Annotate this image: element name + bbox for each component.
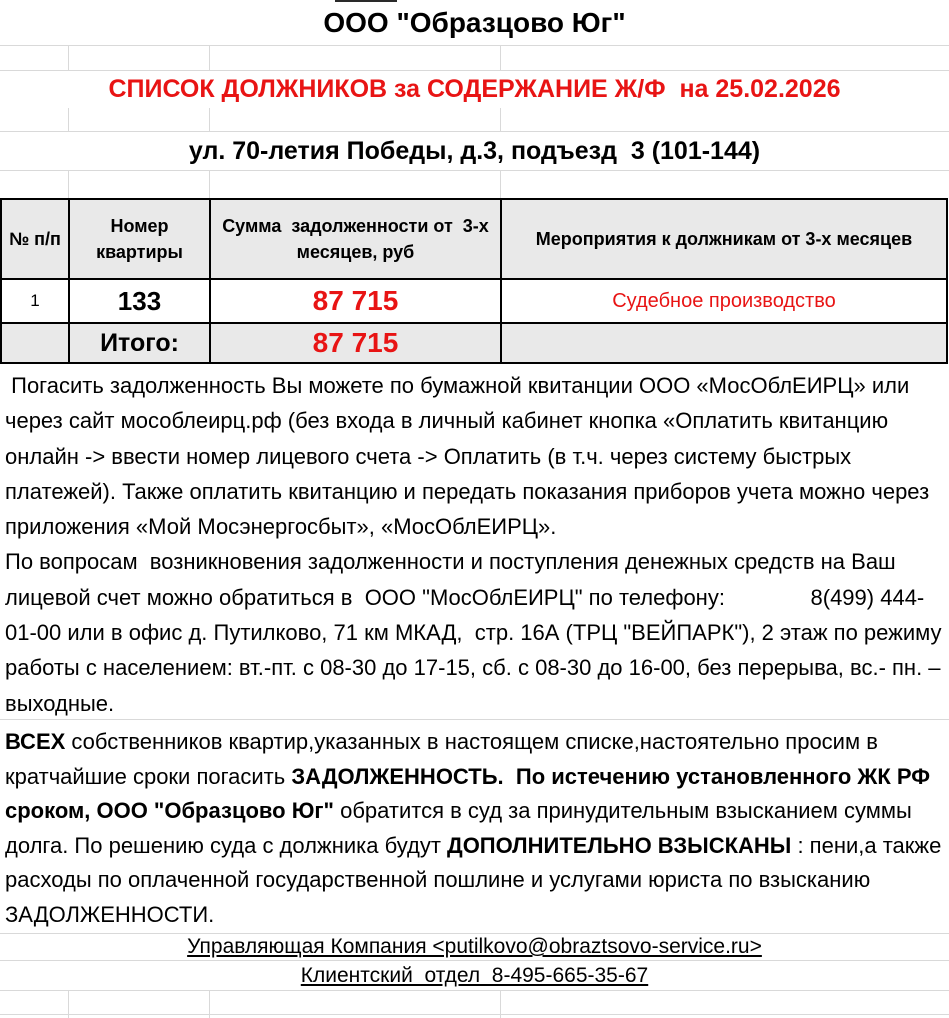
warning-text-segment: обратится в суд за принудительным взысканием суммы долга. По решению суда с должника будут [5, 798, 918, 858]
gridline-vertical [209, 46, 210, 70]
payment-instructions-paragraph: Погасить задолженность Вы можете по бумажной квитанции ООО «МосОблЕИРЦ» или через сайт мособлеирц.рф (без входа в личный кабинет кнопка «Оплатить квитанцию онлайн -> ввести номер лицевого счета -> Оплатить (в т.ч. через систему быстрых платежей). Также оплатить квитанцию и передать показания приборов учета можно через приложения «Мой Мосэнергосбыт», «МосОблЕИРЦ». [5, 373, 936, 540]
cell-total-amount: 87 715 [210, 323, 501, 363]
warning-bold-segment: По истечению установленного ЖК РФ сроком, ООО "Образцово Юг" [5, 763, 937, 824]
cell-debt-amount: 87 715 [210, 279, 501, 323]
grid-spacer-row [0, 170, 949, 198]
cell-total-empty [501, 323, 947, 363]
gridline-vertical [209, 991, 210, 1014]
cell-total-empty [1, 323, 69, 363]
company-title: ООО "Образцово Юг" [323, 6, 626, 38]
warning-text-segment [504, 764, 516, 789]
table-header-num: № п/п [1, 199, 69, 279]
footer-management-row [0, 933, 949, 960]
warning-bold-segment: ВСЕХ [5, 729, 66, 754]
payment-info-block [0, 364, 949, 719]
table-header-amount: Сумма задолженности от 3-х месяцев, руб [210, 199, 501, 279]
table-header-actions: Мероприятия к должникам от 3-х месяцев [501, 199, 947, 279]
debtors-table [0, 198, 948, 364]
footer-client-dept-row [0, 960, 949, 990]
legal-warning-paragraph [0, 719, 949, 933]
gridline-vertical [500, 46, 501, 70]
contact-info-paragraph: По вопросам возникновения задолженности и поступления денежных средств на Ваш лицевой счет можно обратиться в ООО "МосОблЕИРЦ" по телефону: 8(499) 444-01-00 или в офис д. Путилково, 71 км МКАД, стр. 16А (ТРЦ "ВЕЙПАРК"), 2 этаж по режиму работы с населением: вт.-пт. с 08-30 до 17-15, сб. с 08-30 до 16-00, без перерыва, вс.- пн. – выходные. [5, 549, 948, 716]
management-email-link[interactable]: Управляющая Компания <putilkovo@obraztsovo-service.ru> [187, 935, 762, 958]
table-total-row [1, 323, 947, 363]
gridline-vertical [500, 171, 501, 198]
debtors-list-title: СПИСОК ДОЛЖНИКОВ за СОДЕРЖАНИЕ Ж/Ф на 25.02.2026 [108, 75, 841, 103]
building-address: ул. 70-летия Победы, д.3, подъезд 3 (101-144) [188, 136, 761, 165]
cell-row-number: 1 [1, 279, 69, 323]
gridline-vertical [68, 171, 69, 198]
grid-spacer-row [0, 108, 949, 132]
cell-total-label: Итого: [69, 323, 210, 363]
warning-text-segment: собственников квартир,указанных в настоящем списке,настоятельно просим в кратчайшие сроки погасить [5, 729, 885, 789]
grid-spacer-row [0, 1014, 949, 1018]
gridline-vertical [68, 108, 69, 131]
gridline-vertical [68, 991, 69, 1014]
cell-apartment-number: 133 [69, 279, 210, 323]
table-row [1, 279, 947, 323]
table-header-row [1, 199, 947, 279]
warning-text-segment: : пени,а также расходы по оплаченной государственной пошлине и услугами юриста по взысканию ЗАДОЛЖЕННОСТИ. [5, 832, 948, 927]
cell-action-taken: Судебное производство [501, 279, 947, 323]
grid-spacer-row [0, 45, 949, 71]
gridline-vertical [68, 46, 69, 70]
warning-bold-segment: ДОПОЛНИТЕЛЬНО ВЗЫСКАНЫ [447, 832, 792, 858]
gridline-vertical [500, 991, 501, 1014]
client-dept-phone-link[interactable]: Клиентский отдел 8-495-665-35-67 [300, 963, 649, 987]
table-header-apartment: Номер квартиры [69, 199, 210, 279]
grid-spacer-row [0, 990, 949, 1014]
gridline-vertical [209, 108, 210, 131]
warning-bold-segment: ЗАДОЛЖЕННОСТЬ. [291, 763, 504, 789]
gridline-vertical [500, 108, 501, 131]
gridline-vertical [209, 171, 210, 198]
